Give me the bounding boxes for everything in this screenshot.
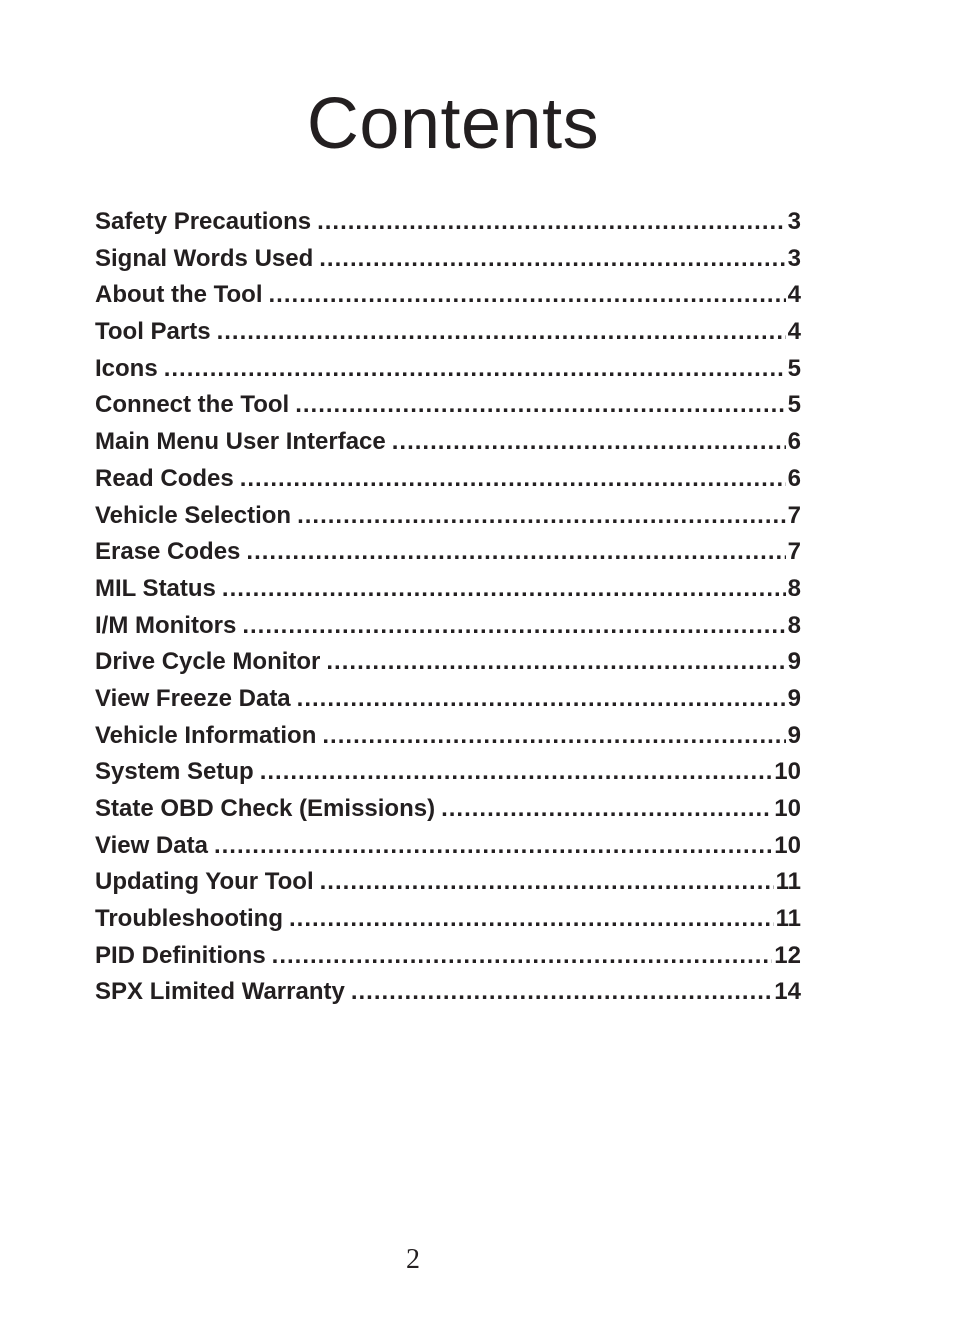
toc-entry-page: 3: [787, 208, 801, 235]
toc-entry-label: SPX Limited Warranty: [95, 978, 345, 1006]
toc-entry-page: 7: [787, 538, 801, 566]
toc-leader-dots: [351, 974, 772, 1011]
toc-entry-page: 8: [787, 574, 801, 602]
toc-entry-page: 5: [787, 391, 801, 419]
toc-entry[interactable]: [95, 901, 801, 938]
toc-entry-label: Drive Cycle Monitor: [95, 648, 321, 676]
toc-leader-dots: [326, 644, 785, 681]
toc-entry-label: Main Menu User Interface: [95, 428, 386, 456]
toc-entry-label: Tool Parts: [95, 318, 211, 346]
toc-leader-dots: [295, 387, 785, 424]
toc-entry-page: 6: [787, 428, 801, 456]
toc-leader-dots: [297, 498, 786, 535]
toc-entry[interactable]: [95, 277, 801, 314]
toc-leader-dots: [217, 314, 786, 351]
toc-entry[interactable]: [95, 974, 801, 1011]
toc-entry[interactable]: [95, 754, 801, 791]
toc-entry[interactable]: [95, 498, 801, 535]
toc-entry-page: 4: [787, 318, 801, 346]
toc-entry-label: Troubleshooting: [95, 905, 283, 933]
toc-entry-label: I/M Monitors: [95, 611, 237, 639]
toc-entry-page: 3: [787, 244, 801, 272]
toc-leader-dots: [317, 204, 786, 241]
toc-leader-dots: [319, 241, 785, 278]
toc-entry[interactable]: [95, 608, 801, 645]
toc-entry-page: 8: [787, 611, 801, 639]
toc-entry[interactable]: [95, 387, 801, 424]
toc-entry-label: System Setup: [95, 758, 254, 786]
toc-entry[interactable]: [95, 241, 801, 278]
toc-entry-label: MIL Status: [95, 574, 216, 602]
toc-leader-dots: [392, 424, 786, 461]
toc-entry-label: Read Codes: [95, 464, 234, 492]
table-of-contents: [95, 204, 801, 1011]
page-title: Contents: [306, 84, 600, 164]
toc-entry-page: 10: [774, 795, 801, 822]
toc-entry-page: 11: [775, 905, 801, 933]
toc-leader-dots: [164, 351, 786, 388]
toc-entry-label: Erase Codes: [95, 538, 241, 566]
toc-entry[interactable]: [95, 534, 801, 571]
toc-leader-dots: [320, 864, 774, 901]
toc-entry-page: 9: [787, 648, 801, 676]
toc-entry-label: Signal Words Used: [95, 244, 314, 272]
toc-entry-page: 5: [787, 354, 801, 382]
toc-entry-label: Vehicle Information: [95, 721, 317, 749]
toc-leader-dots: [322, 718, 785, 755]
toc-entry-label: Connect the Tool: [95, 391, 290, 419]
toc-entry[interactable]: [95, 351, 801, 388]
toc-leader-dots: [289, 901, 774, 938]
toc-entry-page: 12: [774, 941, 801, 969]
toc-entry[interactable]: [95, 938, 801, 975]
toc-entry[interactable]: [95, 204, 801, 241]
toc-leader-dots: [441, 791, 772, 828]
toc-entry[interactable]: [95, 424, 801, 461]
toc-entry[interactable]: [95, 571, 801, 608]
toc-entry-label: Safety Precautions: [95, 208, 312, 235]
toc-leader-dots: [246, 534, 785, 571]
toc-entry-page: 4: [787, 281, 801, 309]
toc-entry[interactable]: [95, 828, 801, 865]
toc-entry[interactable]: [95, 864, 801, 901]
toc-entry[interactable]: [95, 718, 801, 755]
toc-entry-label: View Data: [95, 831, 208, 859]
toc-entry-label: Updating Your Tool: [95, 868, 314, 896]
toc-entry-label: Vehicle Selection: [95, 501, 292, 529]
toc-leader-dots: [222, 571, 786, 608]
toc-entry[interactable]: [95, 314, 801, 351]
toc-entry-page: 14: [774, 978, 801, 1006]
page-number: 2: [406, 1244, 420, 1275]
toc-entry-label: About the Tool: [95, 281, 263, 309]
toc-entry-page: 10: [774, 758, 801, 786]
toc-leader-dots: [260, 754, 773, 791]
toc-entry-label: View Freeze Data: [95, 684, 291, 712]
toc-entry[interactable]: [95, 791, 801, 828]
toc-entry-label: State OBD Check (Emissions): [95, 795, 436, 822]
toc-entry[interactable]: [95, 644, 801, 681]
toc-entry-page: 9: [787, 684, 801, 712]
toc-entry[interactable]: [95, 681, 801, 718]
toc-leader-dots: [272, 938, 773, 975]
toc-leader-dots: [214, 828, 772, 865]
toc-leader-dots: [242, 608, 785, 645]
toc-entry-page: 11: [775, 868, 801, 896]
toc-entry-page: 6: [787, 464, 801, 492]
toc-leader-dots: [240, 461, 786, 498]
toc-entry-label: Icons: [95, 354, 158, 382]
toc-leader-dots: [269, 277, 786, 314]
toc-entry-label: PID Definitions: [95, 941, 266, 969]
toc-entry-page: 10: [774, 831, 801, 859]
toc-entry-page: 7: [787, 501, 801, 529]
toc-entry[interactable]: [95, 461, 801, 498]
toc-entry-page: 9: [787, 721, 801, 749]
toc-leader-dots: [297, 681, 786, 718]
